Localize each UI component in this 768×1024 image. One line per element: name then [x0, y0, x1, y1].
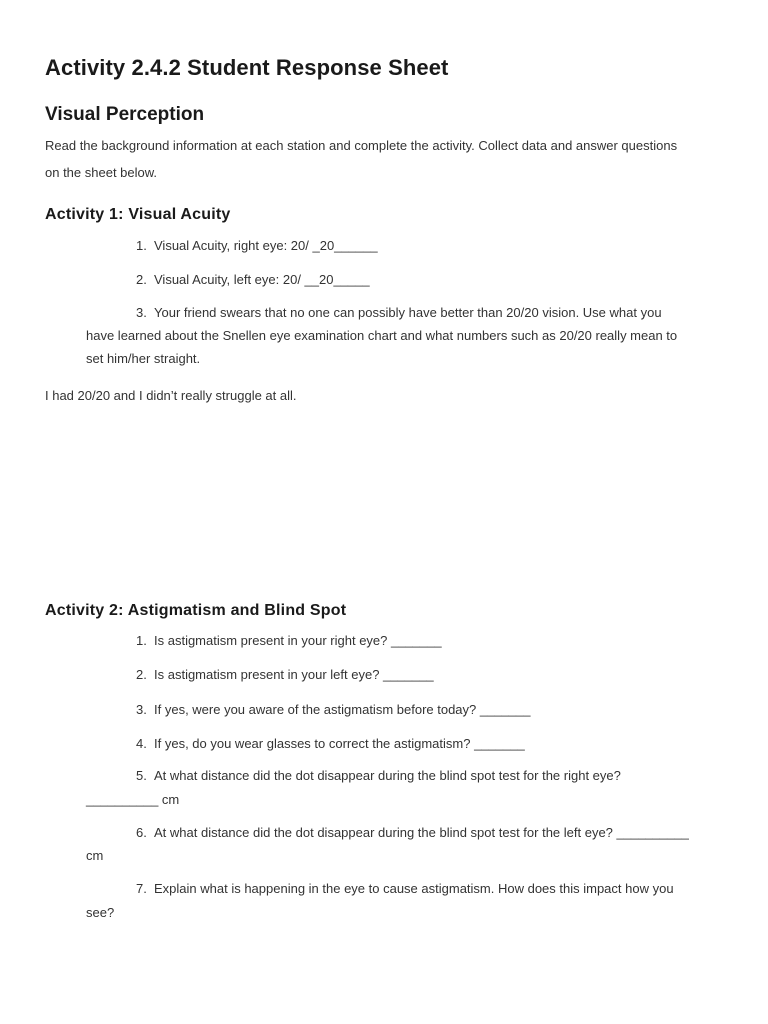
activity1-item-2: [136, 272, 370, 287]
activity2-heading: Activity 2: Astigmatism and Blind Spot: [45, 602, 347, 619]
item-number: 6.: [136, 825, 147, 840]
item-text: Is astigmatism present in your left eye? _______: [154, 667, 434, 682]
item-number: 5.: [136, 768, 147, 783]
activity2-item-3: [136, 702, 531, 717]
activity2-item-1: [136, 633, 442, 648]
activity2-item-7: [136, 881, 674, 896]
item-text: Visual Acuity, right eye: 20/ _20______: [154, 238, 378, 253]
activity1-item-3-line-3: set him/her straight.: [86, 351, 201, 366]
activity1-answer: I had 20/20 and I didn’t really struggle at all.: [45, 388, 297, 403]
item-number: 4.: [136, 736, 147, 751]
item-number: 2.: [136, 667, 147, 682]
item-number: 2.: [136, 272, 147, 287]
item-text: If yes, were you aware of the astigmatism before today? _______: [154, 702, 531, 717]
activity2-item-6-line-2: cm: [86, 848, 104, 863]
page-title: Activity 2.4.2 Student Response Sheet: [45, 55, 449, 80]
item-text: At what distance did the dot disappear during the blind spot test for the left eye? __________: [154, 825, 689, 840]
activity1-item-3-line-2: have learned about the Snellen eye examination chart and what numbers such as 20/20 really mean to: [86, 328, 678, 343]
activity2-item-4: [136, 736, 525, 751]
activity2-item-7-line-2: see?: [86, 905, 115, 920]
activity2-item-5-line-2: __________ cm: [86, 792, 180, 807]
item-text: Visual Acuity, left eye: 20/ __20_____: [154, 272, 370, 287]
item-number: 3.: [136, 305, 147, 320]
activity1-item-3: [136, 305, 662, 320]
item-number: 1.: [136, 238, 147, 253]
item-number: 1.: [136, 633, 147, 648]
activity2-item-5: [136, 768, 621, 783]
intro-line-1: Read the background information at each station and complete the activity. Collect data and answer questions: [45, 138, 678, 153]
activity2-item-6: [136, 825, 689, 840]
item-text: Is astigmatism present in your right eye? _______: [154, 633, 442, 648]
item-text: At what distance did the dot disappear during the blind spot test for the right eye?: [154, 768, 621, 783]
section-title: Visual Perception: [45, 104, 205, 125]
item-number: 7.: [136, 881, 147, 896]
activity1-item-1: [136, 238, 378, 253]
intro-line-2: on the sheet below.: [45, 165, 158, 180]
item-text: Explain what is happening in the eye to cause astigmatism. How does this impact how you: [154, 881, 674, 896]
activity2-item-2: [136, 667, 434, 682]
activity1-heading: Activity 1: Visual Acuity: [45, 206, 231, 223]
item-text: If yes, do you wear glasses to correct the astigmatism? _______: [154, 736, 525, 751]
item-text: Your friend swears that no one can possibly have better than 20/20 vision. Use what you: [154, 305, 662, 320]
item-number: 3.: [136, 702, 147, 717]
